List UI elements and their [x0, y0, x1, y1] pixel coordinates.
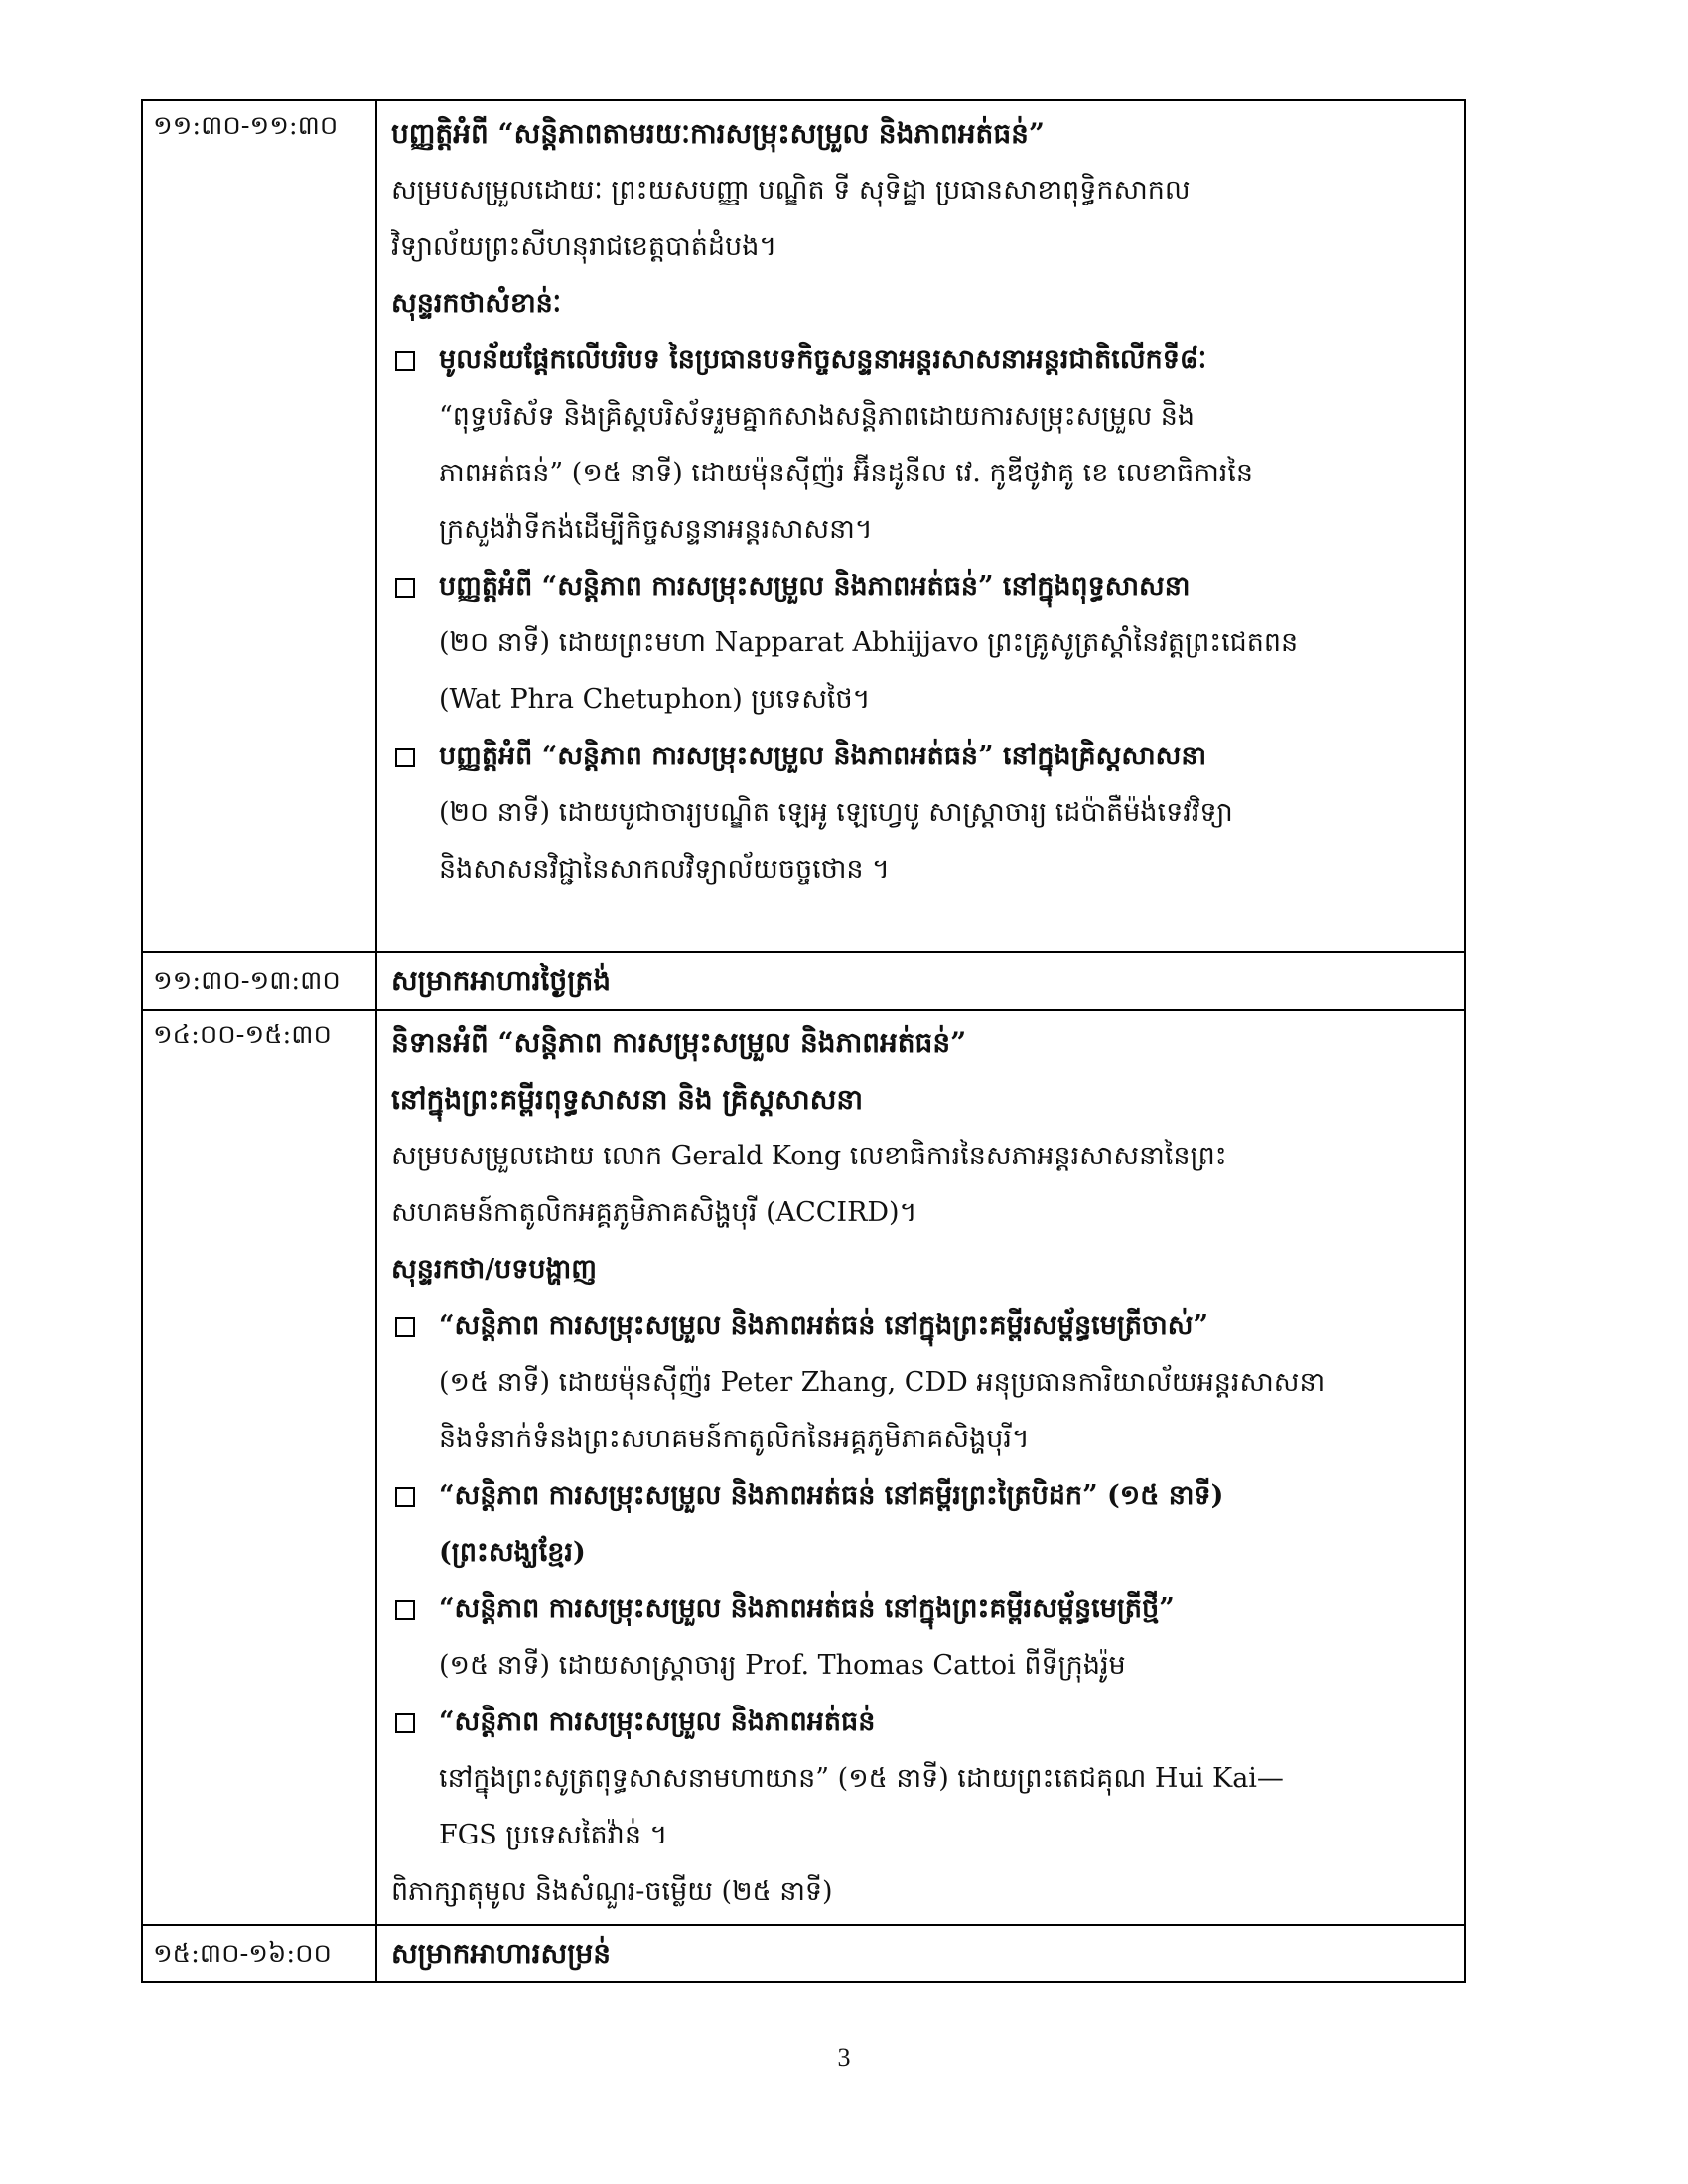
schedule-table — [141, 99, 1466, 1983]
session-cell — [376, 1925, 1465, 1982]
checkbox-bullet-icon — [395, 578, 415, 598]
item-line: នៅក្នុងព្រះសូត្រពុទ្ធសាសនាមហាយាន” (១៥ នាទី) ដោយព្រះតេជគុណ Hui Kai— — [439, 1763, 1284, 1794]
page-number: 3 — [837, 2043, 851, 2072]
item-line: “ពុទ្ធបរិស័ទ និងគ្រិស្តបរិស័ទរួមគ្នាកសាងសន្តិភាពដោយការសម្រុះសម្រួល និង — [439, 401, 1196, 432]
item-line: FGS ប្រទេសតៃវ៉ាន់ ។ — [439, 1820, 668, 1850]
item-line: “សន្តិភាព ការសម្រុះសម្រួល និងភាពអត់ធន់ នៅក្នុងព្រះគម្ពីរសម្ព័ន្ធមេត្រីថ្មី” — [439, 1593, 1175, 1624]
item-line: មូលន័យផ្តែកលើបរិបទ នៃប្រធានបទកិច្ចសន្ទនាអន្តរសាសនាអន្តរជាតិលើកទី៨ៈ — [439, 344, 1207, 375]
item-line: (១៥ នាទី) ដោយម៉ុនស៊ីញ៉រ Peter Zhang, CDD អនុប្រធានការិយាល័យអន្តរសាសនា — [439, 1367, 1326, 1398]
list-item — [391, 728, 1452, 897]
closing-line: ពិភាក្សាតុមូល និងសំណួរ-ចម្លើយ (២៥ នាទី) — [391, 1876, 833, 1907]
checkbox-bullet-icon — [395, 351, 415, 371]
facilitator-line: សហគមន៍កាតូលិកអគ្គភូមិភាគសិង្ហបុរី (ACCIRD)។ — [391, 1197, 917, 1228]
time-cell: ១៥:៣០-១៦:០០ — [142, 1925, 376, 1982]
subheading: សុន្ទរកថាសំខាន់ៈ — [391, 288, 562, 319]
item-line: បញ្ញត្តិអំពី “សន្តិភាព ការសម្រុះសម្រួល និងភាពអត់ធន់” នៅក្នុងពុទ្ធសាសនា — [439, 571, 1191, 602]
list-item — [391, 1694, 1452, 1863]
list-item — [391, 332, 1452, 558]
facilitator-line: សម្របសម្រួលដោយៈ ព្រះយសបញ្ញា បណ្ឌិត ទី សុទិដ្ឋា ប្រធានសាខាពុទ្ធិកសាកល — [391, 175, 1191, 205]
list-item — [391, 1297, 1452, 1467]
blank-space — [391, 897, 1452, 947]
item-line: (២០ នាទី) ដោយបូជាចារ្យបណ្ឌិត ឡេអូ ឡេហ្វេបូ សាស្ត្រាចារ្យ ដេប៉ាតឺម៉ង់ទេវវិទ្យា — [439, 797, 1233, 828]
facilitator-line: សម្របសម្រួលដោយ លោក Gerald Kong លេខាធិការនៃសភាអន្តរសាសនានៃព្រះ — [391, 1141, 1227, 1171]
session-title: នៅក្នុងព្រះគម្ពីរពុទ្ធសាសនា និង គ្រិស្តសាសនា — [391, 1083, 864, 1116]
item-line: ក្រសួងវ៉ាទីកង់ដើម្បីកិច្ចសន្ទនាអន្តរសាសនា។ — [439, 514, 873, 545]
item-line: “សន្តិភាព ការសម្រុះសម្រួល និងភាពអត់ធន់ — [439, 1706, 876, 1737]
item-line: (Wat Phra Chetuphon) ប្រទេសថៃ។ — [439, 684, 871, 715]
time-cell: ១៤:០០-១៥:៣០ — [142, 1010, 376, 1925]
session-title: សម្រាកអាហារថ្ងៃត្រង់ — [391, 964, 612, 997]
list-item — [391, 1467, 1452, 1580]
checkbox-bullet-icon — [395, 748, 415, 767]
session-cell — [376, 100, 1465, 952]
time-cell: ១១:៣០-១១:៣០ — [142, 100, 376, 952]
facilitator-line: វិទ្យាល័យព្រះសីហនុរាជខេត្តបាត់ដំបង។ — [391, 231, 777, 262]
session-cell — [376, 1010, 1465, 1925]
checkbox-bullet-icon — [395, 1713, 415, 1733]
checkbox-bullet-icon — [395, 1600, 415, 1620]
time-cell: ១១:៣០-១៣:៣០ — [142, 952, 376, 1010]
session-title: និទានអំពី “សន្តិភាព ការសម្រុះសម្រួល និងភាពអត់ធន់” — [391, 1026, 967, 1059]
list-item — [391, 558, 1452, 728]
item-line: “សន្តិភាព ការសម្រុះសម្រួល និងភាពអត់ធន់ នៅក្នុងព្រះគម្ពីរសម្ព័ន្ធមេត្រីចាស់” — [439, 1310, 1208, 1341]
list-item — [391, 1580, 1452, 1694]
subheading: សុន្ទរកថា/បទបង្ហាញ — [391, 1254, 597, 1285]
item-line: ភាពអត់ធន់” (១៥ នាទី) ដោយម៉ុនស៊ីញ៉រ អ៊ីនដូនីល វេ. កូឌីថូវាគូ ខេ លេខាធិការនៃ — [439, 458, 1254, 488]
item-line: (ព្រះសង្ឃខ្មែរ) — [439, 1537, 586, 1568]
schedule-row — [142, 1010, 1465, 1925]
checkbox-bullet-icon — [395, 1317, 415, 1337]
schedule-row — [142, 1925, 1465, 1982]
schedule-row — [142, 100, 1465, 952]
session-title: បញ្ញត្តិអំពី “សន្តិភាពតាមរយៈការសម្រុះសម្រួល និងភាពអត់ធន់” — [391, 117, 1045, 150]
item-line: និងសាសនវិជ្ជានៃសាកលវិទ្យាល័យចច្ចថោន ។ — [439, 854, 890, 885]
item-line: បញ្ញត្តិអំពី “សន្តិភាព ការសម្រុះសម្រួល និងភាពអត់ធន់” នៅក្នុងគ្រិស្តសាសនា — [439, 741, 1207, 771]
schedule-row — [142, 952, 1465, 1010]
session-title: សម្រាកអាហារសម្រន់ — [391, 1937, 612, 1970]
item-line: “សន្តិភាព ការសម្រុះសម្រួល និងភាពអត់ធន់ នៅគម្ពីរព្រះត្រៃបិដក” (១៥ នាទី) — [439, 1480, 1224, 1511]
item-line: (២០ នាទី) ដោយព្រះមហា Napparat Abhijjavo ព្រះគ្រូសូត្រស្តាំនៃវត្តព្រះជេតពន — [439, 627, 1299, 658]
item-line: និងទំនាក់ទំនងព្រះសហគមន៍កាតូលិកនៃអគ្គភូមិភាគសិង្ហបុរី។ — [439, 1424, 1030, 1454]
checkbox-bullet-icon — [395, 1487, 415, 1507]
item-line: (១៥ នាទី) ដោយសាស្ត្រាចារ្យ Prof. Thomas Cattoi ពីទីក្រុងរ៉ូម — [439, 1650, 1126, 1681]
session-cell — [376, 952, 1465, 1010]
